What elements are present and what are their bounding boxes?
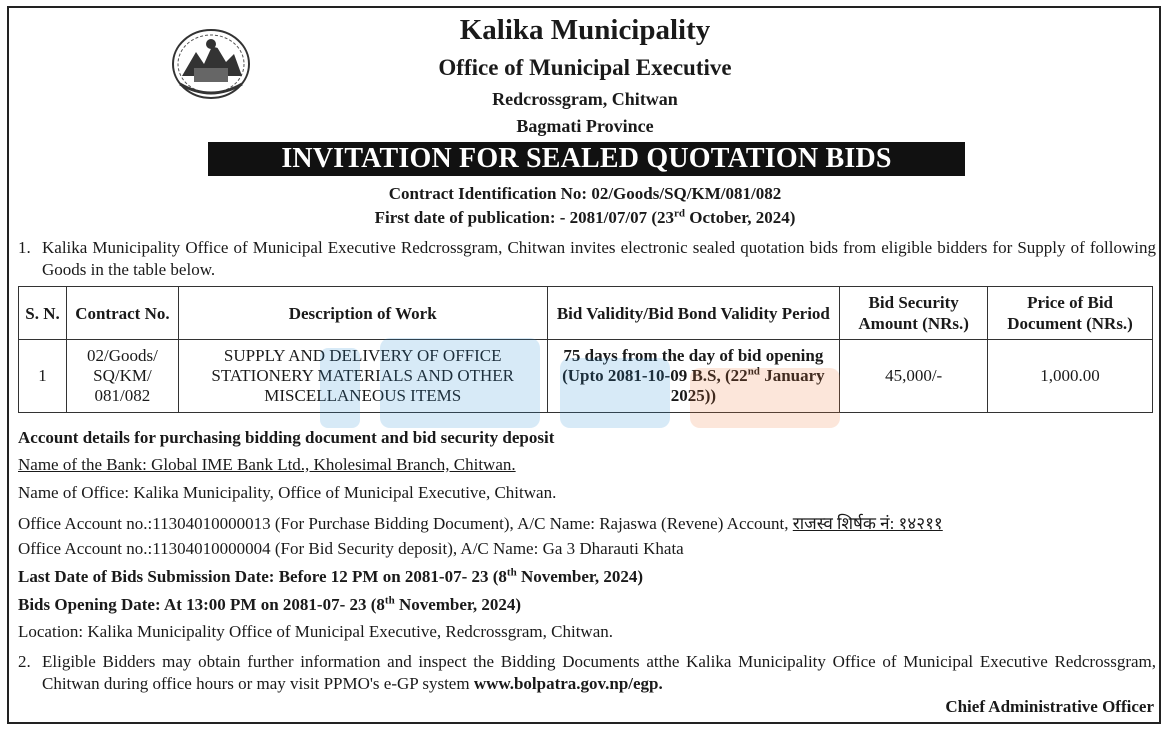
goods-table [18, 286, 1153, 413]
contract-identification: Contract Identification No: 02/Goods/SQ/KM/081/082 [388, 184, 782, 203]
paragraph-1-text: Kalika Municipality Office of Municipal Executive Redcrossgram, Chitwan invites electronic sealed quotation bids from eligible bidders for Supply of following Goods in the table below. [42, 238, 1156, 279]
egp-link[interactable]: www.bolpatra.gov.np/egp. [473, 674, 663, 693]
account-heading: Account details for purchasing bidding document and bid security deposit [18, 428, 555, 447]
paragraph-2 [18, 651, 1156, 695]
cell-bid-price: 1,000.00 [988, 340, 1153, 413]
account-1: Office Account no.:11304010000013 (For Purchase Bidding Document), A/C Name: Rajaswa (Revene) Account, राजस्व शिर्षक नं: १४२११ [18, 514, 943, 533]
cell-bid-security: 45,000/- [840, 340, 988, 413]
office-name: Office of Municipal Executive [438, 55, 732, 80]
cell-bid-validity: 75 days from the day of bid opening (Upto 2081-10-09 B.S, (22nd January 2025)) [547, 340, 840, 413]
cell-sn: 1 [19, 340, 67, 413]
opening-date: Bids Opening Date: At 13:00 PM on 2081-07- 23 (8th November, 2024) [18, 594, 522, 614]
header-sn: S. N. [19, 287, 67, 340]
publication-date: First date of publication: - 2081/07/07 (23rd October, 2024) [374, 207, 796, 227]
cell-contract-no: 02/Goods/ SQ/KM/ 081/082 [66, 340, 178, 413]
signatory: Chief Administrative Officer [945, 697, 1154, 716]
paragraph-2-text: Eligible Bidders may obtain further information and inspect the Bidding Documents atthe Kalika Municipality Office of Municipal Executive Redcrossgram, Chitwan during office hours or may visit PPMO's e-GP system www.bolpatra.gov.np/egp. [42, 652, 1156, 693]
header-description: Description of Work [178, 287, 547, 340]
paragraph-1 [18, 237, 1156, 281]
table-header-row [19, 287, 1153, 340]
notice-title-banner: INVITATION FOR SEALED QUOTATION BIDS [208, 142, 965, 176]
submission-date: Last Date of Bids Submission Date: Before 12 PM on 2081-07- 23 (8th November, 2024) [18, 566, 644, 586]
paragraph-2-number: 2. [18, 652, 31, 671]
municipality-name: Kalika Municipality [459, 14, 711, 46]
header-bid-security: Bid Security Amount (NRs.) [840, 287, 988, 340]
province-name: Bagmati Province [516, 116, 654, 136]
paragraph-1-number: 1. [18, 238, 31, 257]
header-contract-no: Contract No. [66, 287, 178, 340]
cell-description: SUPPLY AND DELIVERY OF OFFICE STATIONERY MATERIALS AND OTHER MISCELLANEOUS ITEMS [178, 340, 547, 413]
office-address: Redcrossgram, Chitwan [492, 89, 678, 109]
office-name-line: Name of Office: Kalika Municipality, Office of Municipal Executive, Chitwan. [18, 483, 557, 502]
location-line: Location: Kalika Municipality Office of Municipal Executive, Redcrossgram, Chitwan. [18, 622, 613, 641]
table-row [19, 340, 1153, 413]
revenue-heading-no: राजस्व शिर्षक नं: १४२११ [792, 514, 943, 533]
header-bid-price: Price of Bid Document (NRs.) [988, 287, 1153, 340]
header-bid-validity: Bid Validity/Bid Bond Validity Period [547, 287, 840, 340]
bank-name: Name of the Bank: Global IME Bank Ltd., Kholesimal Branch, Chitwan. [18, 455, 516, 474]
account-2: Office Account no.:11304010000004 (For Bid Security deposit), A/C Name: Ga 3 Dharauti Khata [18, 539, 684, 558]
